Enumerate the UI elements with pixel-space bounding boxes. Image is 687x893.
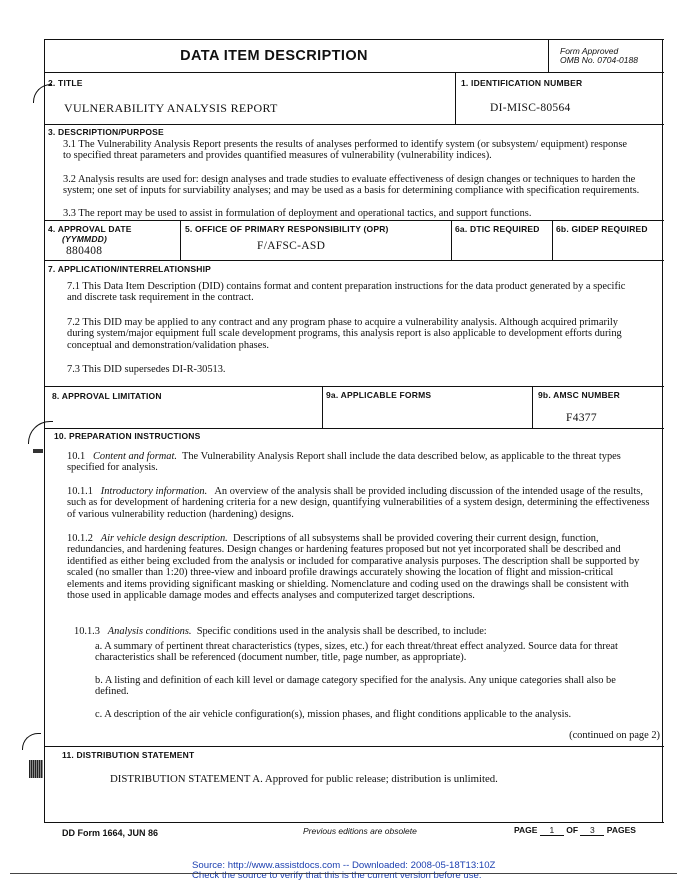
section-number: 10.1.3 (74, 626, 100, 637)
divider (455, 72, 456, 124)
section-text: The Vulnerability Analysis Report shall include the data described below, as applicable to the threat types specified for analysis. (67, 451, 621, 474)
divider (44, 220, 664, 221)
section-number: 10.1 (67, 451, 86, 462)
section-text: Descriptions of all subsystems shall be provided covering their current design, function, redundancies, and hardening features. Design changes or hardening features proposed but not yet incorporated shall be described and identified as either being excluded from the analysis or included for comparative analysis purposes. The description shall be supported by scaled (no smaller than 1:20) three-view and inboard profile drawings accurately showing the location of flight and mission-critical elements and items providing significant masking or shielding. Nomenclature and coding used on the drawings shall be consistent with those used in applicable damage modes and effects analyses and computerized target descriptions. (67, 533, 640, 602)
form-approved-label: Form Approved (560, 46, 619, 56)
approval-date-format: (YYMMDD) (62, 234, 108, 244)
source-link[interactable]: Source: http://www.assistdocs.com -- Downloaded: 2008-05-18T13:10Z (192, 860, 496, 871)
divider (44, 386, 664, 387)
prep-10-1-1 (67, 486, 655, 520)
preparation-instructions-label: 10. PREPARATION INSTRUCTIONS (54, 431, 201, 441)
dtic-required-label: 6a. DTIC REQUIRED (455, 224, 540, 234)
description-3-2: 3.2 Analysis results are used for: design analyses and trade studies to evaluate effectiveness of design changes or techniques to harden the system; one set of inputs for surviability analyses; and may be used as a basis for determining compliance with specification requirements. (63, 174, 640, 197)
previous-editions-note: Previous editions are obsolete (303, 826, 417, 836)
approval-date-value: 880408 (66, 245, 103, 257)
source-verify-note: Check the source to verify that this is the current version before use. (192, 870, 482, 881)
binder-hole-mark (33, 84, 52, 103)
form-title: DATA ITEM DESCRIPTION (180, 48, 368, 64)
application-7-1: 7.1 This Data Item Description (DID) contains format and content preparation instructions for the data product generated by a specific and discrete task requirement in the contract. (67, 281, 626, 304)
identification-number-label: 1. IDENTIFICATION NUMBER (461, 78, 583, 88)
title-block-label: 2. TITLE (48, 78, 83, 88)
distribution-statement-label: 11. DISTRIBUTION STATEMENT (62, 750, 195, 760)
description-3-3: 3.3 The report may be used to assist in formulation of deployment and operational tactics, and support functions. (63, 208, 532, 219)
form-id: DD Form 1664, JUN 86 (62, 828, 159, 838)
approval-date-label: 4. APPROVAL DATE (48, 224, 132, 234)
divider (44, 124, 664, 125)
application-7-2: 7.2 This DID may be applied to any contract and any program phase to acquire a vulnerability analysis. Although acquired primarily during system/major equipment full scale development programs, this analysis report is also applicable to development efforts during conceptual and demonstration/validation phases. (67, 317, 622, 351)
opr-label: 5. OFFICE OF PRIMARY RESPONSIBILITY (OPR) (185, 224, 389, 234)
binder-hole-mark (28, 421, 53, 444)
prep-10-1 (67, 451, 645, 474)
section-heading: Introductory information. (100, 486, 208, 497)
description-label: 3. DESCRIPTION/PURPOSE (48, 127, 164, 137)
divider (322, 386, 323, 428)
amsc-number-label: 9b. AMSC NUMBER (538, 390, 621, 400)
identification-number-value: DI-MISC-80564 (490, 102, 571, 114)
divider (451, 220, 452, 260)
prep-item-c: c. A description of the air vehicle configuration(s), mission phases, and flight conditions applicable to the analysis. (95, 709, 572, 720)
divider (180, 220, 181, 260)
section-number: 10.1.2 (67, 533, 93, 544)
approval-limitation-label: 8. APPROVAL LIMITATION (52, 391, 162, 401)
section-number: 10.1.1 (67, 486, 93, 497)
section-text: An overview of the analysis shall be provided including discussion of the intended usage of the results, such as for development of hardening criteria for a new design, quantifying vulnerabilities of a system design, determining the effectiveness of various vulnerability reduction (hardening) designs. (67, 486, 650, 520)
amsc-number-value: F4377 (566, 412, 597, 424)
prep-10-1-2 (67, 533, 651, 601)
title-value: VULNERABILITY ANALYSIS REPORT (64, 101, 278, 115)
divider (44, 428, 664, 429)
scan-smudge (33, 449, 43, 453)
continued-note: (continued on page 2) (569, 730, 660, 741)
prep-item-a: a. A summary of pertinent threat characteristics (types, sizes, etc.) for each threat/threat effect analyzed. Source data for threat characteristics shall be referenced (document number, title, page number, as appropriate). (95, 641, 618, 664)
prep-item-b: b. A listing and definition of each kill level or damage category specified for the analysis. Any unique categories shall also be defined. (95, 675, 616, 698)
divider (44, 72, 664, 73)
pages-label: PAGES (606, 825, 636, 835)
form-top-border (44, 39, 664, 40)
application-label: 7. APPLICATION/INTERRELATIONSHIP (48, 264, 212, 274)
section-heading: Analysis conditions. (107, 626, 192, 637)
section-heading: Content and format. (92, 451, 177, 462)
opr-value: F/AFSC-ASD (257, 240, 326, 252)
applicable-forms-label: 9a. APPLICABLE FORMS (326, 390, 432, 400)
gidep-required-label: 6b. GIDEP REQUIRED (556, 224, 648, 234)
page-indicator (514, 825, 636, 836)
scan-smudge (29, 760, 43, 778)
scan-edge-line (10, 873, 677, 874)
divider (548, 39, 549, 72)
of-label: OF (566, 825, 579, 835)
prep-10-1-3 (74, 626, 644, 637)
divider (532, 386, 533, 428)
page-label: PAGE (514, 825, 538, 835)
page-number: 1 (540, 825, 564, 836)
application-7-3: 7.3 This DID supersedes DI-R-30513. (67, 364, 226, 375)
description-3-1: 3.1 The Vulnerability Analysis Report presents the results of analyses performed to identify system (or subsystem/ equipment) response to specified threat parameters and provides quantified measures of vulnerability (vulnerability indices). (63, 139, 628, 162)
section-heading: Air vehicle design description. (100, 533, 228, 544)
binder-hole-mark (22, 733, 41, 750)
divider (44, 260, 664, 261)
omb-number: OMB No. 0704-0188 (560, 55, 638, 65)
form-bottom-border (44, 822, 664, 823)
divider (44, 746, 664, 747)
divider (552, 220, 553, 260)
form-right-border (662, 39, 663, 823)
page-total: 3 (580, 825, 604, 836)
distribution-statement-text: DISTRIBUTION STATEMENT A. Approved for public release; distribution is unlimited. (110, 773, 498, 785)
section-text: Specific conditions used in the analysis shall be described, to include: (196, 626, 487, 637)
